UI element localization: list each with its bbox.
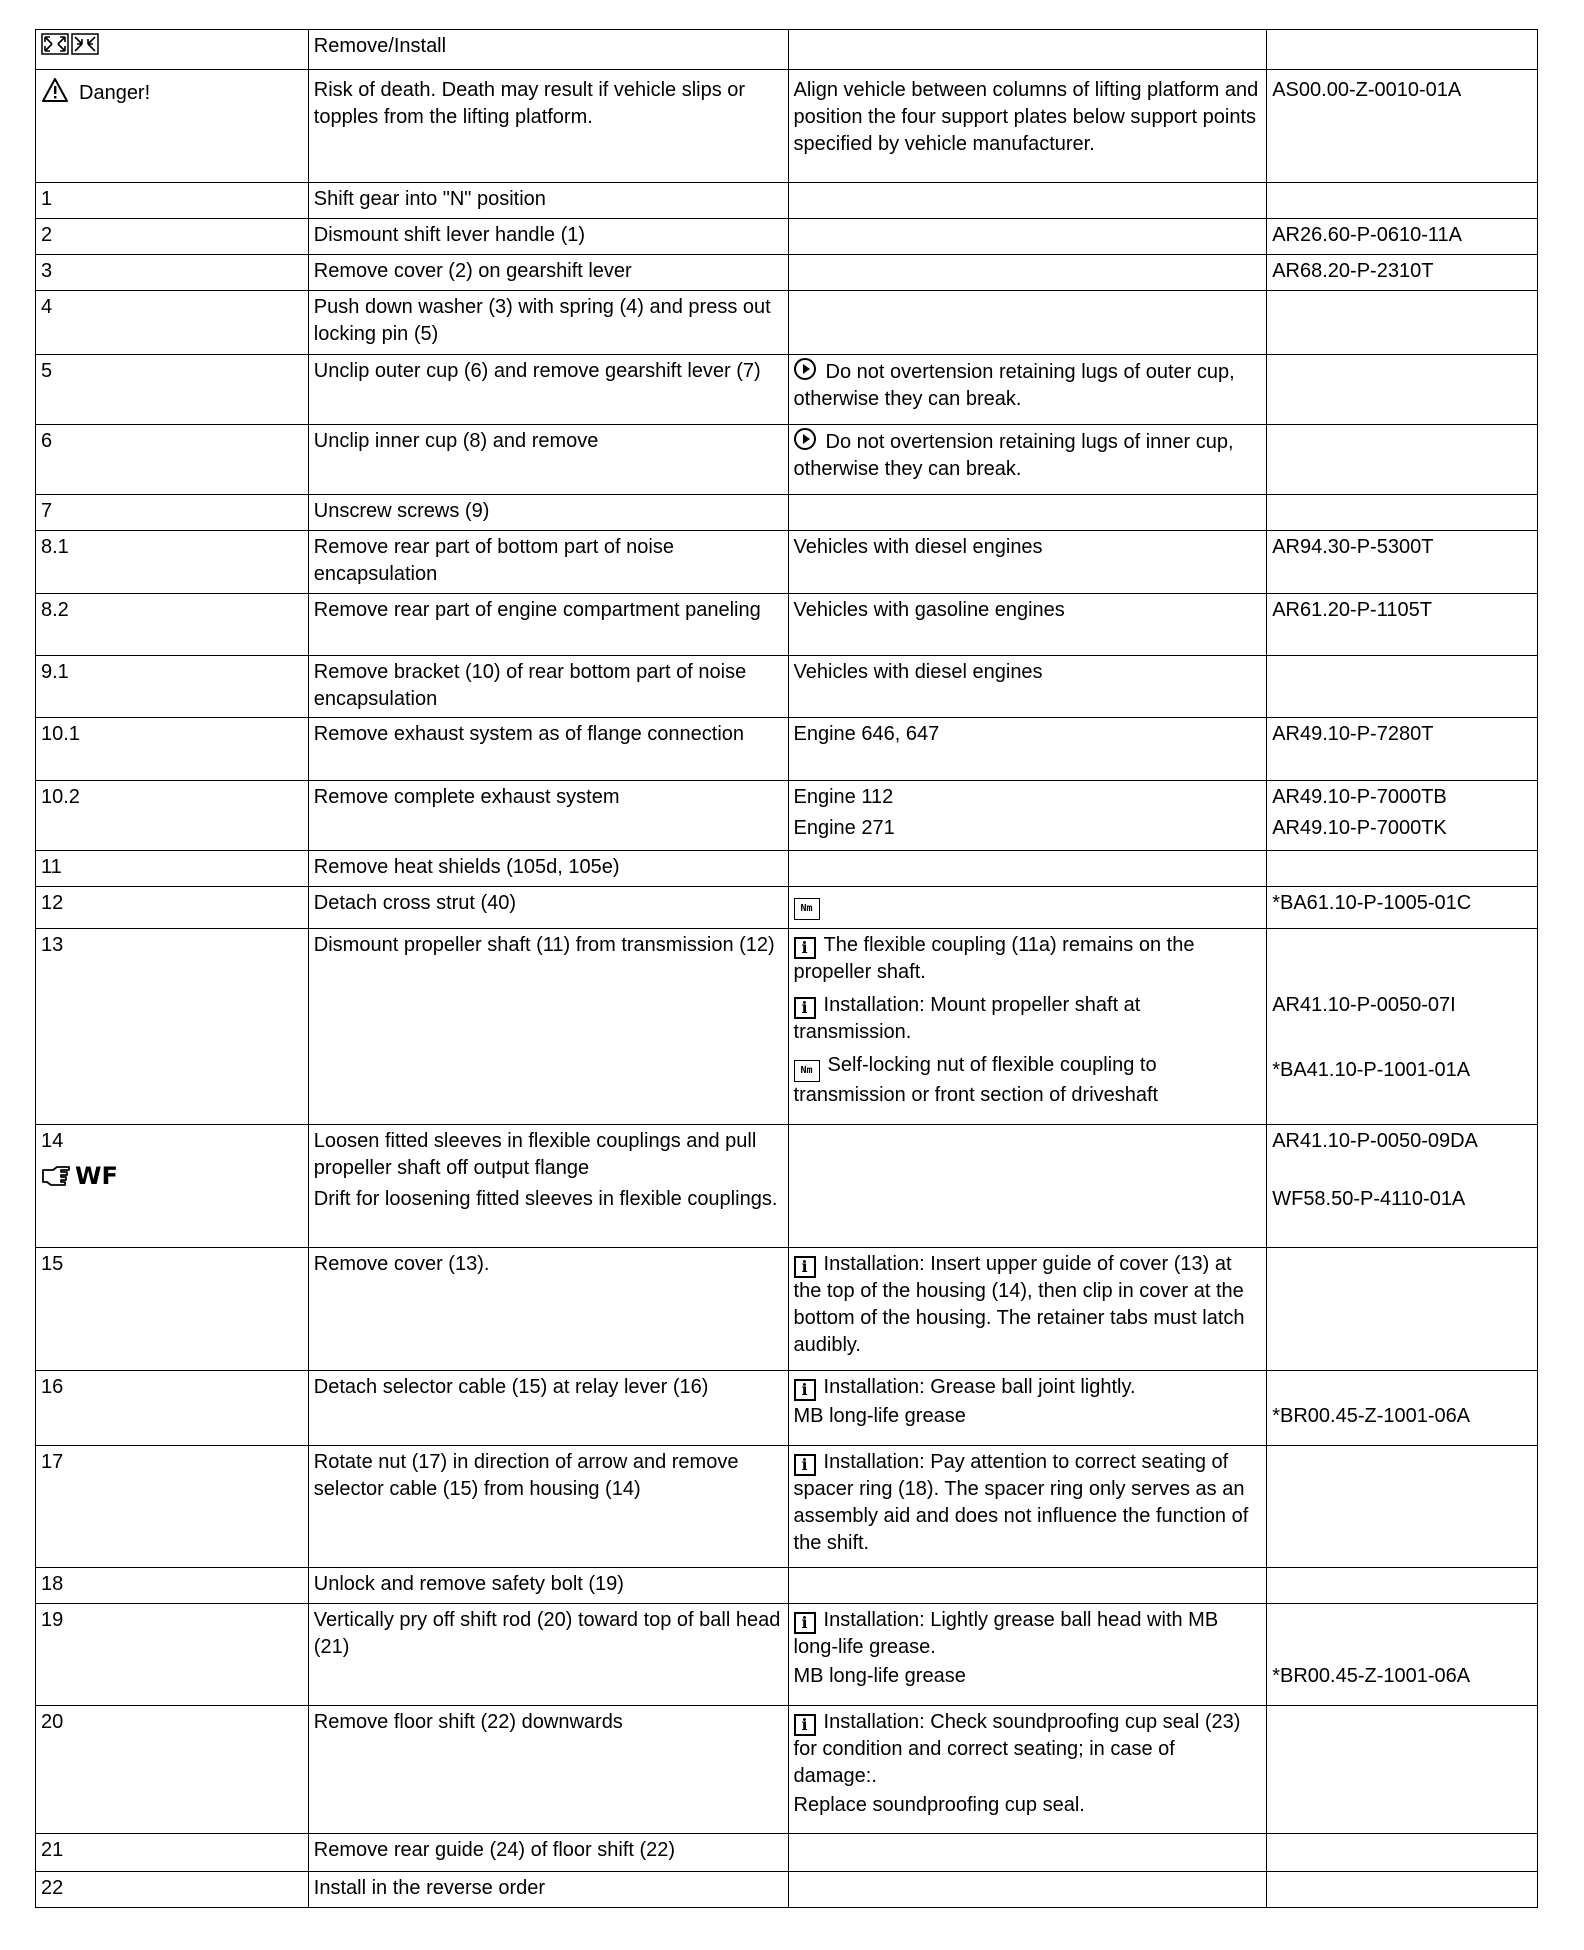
step-number: 8.1 xyxy=(36,531,309,594)
table-row xyxy=(36,355,1538,425)
torque-nm-icon: Nm xyxy=(794,898,820,920)
step-number: 20 xyxy=(36,1706,309,1834)
step-note: Engine 112 xyxy=(793,786,894,808)
table-row xyxy=(36,656,1538,718)
step-action: Rotate nut (17) in direction of arrow and remove selector cable (15) from housing (14) xyxy=(308,1446,788,1568)
step-ref[interactable]: *BA61.10-P-1005-01C xyxy=(1267,887,1538,929)
step-action: Push down washer (3) with spring (4) and press out locking pin (5) xyxy=(308,291,788,355)
step-ref[interactable]: AR41.10-P-0050-07I xyxy=(1272,994,1456,1016)
step-number: 21 xyxy=(36,1834,309,1872)
step-note: Do not overtension retaining lugs of inner cup, otherwise they can break. xyxy=(793,431,1234,480)
step-number: 17 xyxy=(36,1446,309,1568)
table-row xyxy=(36,1706,1538,1834)
step-number: 22 xyxy=(36,1872,309,1908)
step-action: Remove rear guide (24) of floor shift (22) xyxy=(308,1834,788,1872)
step-action: Unlock and remove safety bolt (19) xyxy=(308,1568,788,1604)
step-number: 16 xyxy=(36,1371,309,1446)
danger-ref[interactable]: AS00.00-Z-0010-01A xyxy=(1267,70,1538,183)
step-action: Unclip outer cup (6) and remove gearshift lever (7) xyxy=(308,355,788,425)
step-ref[interactable]: *BR00.45-Z-1001-06A xyxy=(1272,1405,1471,1427)
step-number: 5 xyxy=(36,355,309,425)
table-row xyxy=(36,851,1538,887)
step-ref[interactable]: AR61.20-P-1105T xyxy=(1267,594,1538,656)
step-ref[interactable]: *BA41.10-P-1001-01A xyxy=(1272,1059,1471,1081)
table-row xyxy=(36,718,1538,781)
table-row xyxy=(36,1248,1538,1371)
step-action: Vertically pry off shift rod (20) toward top of ball head (21) xyxy=(308,1604,788,1706)
step-note: The flexible coupling (11a) remains on the propeller shaft. xyxy=(793,934,1195,983)
step-note: Vehicles with diesel engines xyxy=(788,656,1267,718)
step-note: MB long-life grease xyxy=(793,1665,966,1687)
step-ref[interactable]: AR26.60-P-0610-11A xyxy=(1267,219,1538,255)
step-ref[interactable]: *BR00.45-Z-1001-06A xyxy=(1272,1665,1471,1687)
table-row xyxy=(36,183,1538,219)
table-row xyxy=(36,1125,1538,1248)
table-row xyxy=(36,70,1538,183)
step-action: Detach selector cable (15) at relay lever (16) xyxy=(308,1371,788,1446)
step-note: Engine 271 xyxy=(793,817,895,839)
step-action: Unclip inner cup (8) and remove xyxy=(308,425,788,495)
wf-label: WF xyxy=(75,1162,118,1190)
header-title: Remove/Install xyxy=(308,30,788,70)
table-row xyxy=(36,1872,1538,1908)
step-note: Do not overtension retaining lugs of outer cup, otherwise they can break. xyxy=(793,361,1235,410)
step-action: Dismount propeller shaft (11) from transmission (12) xyxy=(308,929,788,1125)
table-row xyxy=(36,1446,1538,1568)
step-action: Remove floor shift (22) downwards xyxy=(308,1706,788,1834)
step-action: Remove rear part of bottom part of noise encapsulation xyxy=(308,531,788,594)
info-icon: i xyxy=(794,937,816,959)
warning-triangle-icon xyxy=(41,77,69,111)
table-row xyxy=(36,30,1538,70)
step-action: Detach cross strut (40) xyxy=(308,887,788,929)
info-icon: i xyxy=(794,1714,816,1736)
table-row xyxy=(36,887,1538,929)
pointing-hand-icon xyxy=(41,1164,71,1192)
danger-text: Risk of death. Death may result if vehicle slips or topples from the lifting platform. xyxy=(308,70,788,183)
table-row xyxy=(36,219,1538,255)
step-number: 11 xyxy=(36,851,309,887)
step-number: 1 xyxy=(36,183,309,219)
info-icon: i xyxy=(794,1379,816,1401)
info-icon: i xyxy=(794,1612,816,1634)
step-ref[interactable]: AR94.30-P-5300T xyxy=(1267,531,1538,594)
step-action: Remove heat shields (105d, 105e) xyxy=(308,851,788,887)
step-number: 12 xyxy=(36,887,309,929)
step-action: Remove bracket (10) of rear bottom part of noise encapsulation xyxy=(308,656,788,718)
table-row xyxy=(36,291,1538,355)
step-ref[interactable]: AR49.10-P-7280T xyxy=(1267,718,1538,781)
step-number: 14 xyxy=(41,1130,64,1152)
expand-collapse-icon[interactable] xyxy=(41,33,99,63)
table-row xyxy=(36,1834,1538,1872)
step-number: 19 xyxy=(36,1604,309,1706)
info-icon: i xyxy=(794,1454,816,1476)
step-ref[interactable]: AR68.20-P-2310T xyxy=(1267,255,1538,291)
step-note: Self-locking nut of flexible coupling to transmission or front section of driveshaft xyxy=(793,1054,1159,1106)
torque-nm-icon: Nm xyxy=(794,1060,820,1082)
tool-description: Drift for loosening fitted sleeves in flexible couplings. xyxy=(313,1188,778,1210)
table-row xyxy=(36,495,1538,531)
step-number: 10.2 xyxy=(36,781,309,851)
step-note: Replace soundproofing cup seal. xyxy=(793,1794,1085,1816)
table-row xyxy=(36,781,1538,851)
step-action: Remove cover (13). xyxy=(308,1248,788,1371)
table-row xyxy=(36,255,1538,291)
step-action: Remove rear part of engine compartment paneling xyxy=(308,594,788,656)
step-action: Loosen fitted sleeves in flexible couplings and pull propeller shaft off output flange xyxy=(313,1130,757,1179)
table-row xyxy=(36,1371,1538,1446)
step-note: Installation: Lightly grease ball head with MB long-life grease. xyxy=(793,1609,1219,1658)
step-action: Dismount shift lever handle (1) xyxy=(308,219,788,255)
table-row xyxy=(36,929,1538,1125)
step-number: 3 xyxy=(36,255,309,291)
step-note: Installation: Check soundproofing cup seal (23) for condition and correct seating; in case of damage:. xyxy=(793,1711,1241,1787)
step-number: 8.2 xyxy=(36,594,309,656)
step-ref[interactable]: AR41.10-P-0050-09DA xyxy=(1272,1130,1478,1152)
step-note: Vehicles with diesel engines xyxy=(788,531,1267,594)
step-number: 10.1 xyxy=(36,718,309,781)
step-note: MB long-life grease xyxy=(793,1405,966,1427)
caution-icon xyxy=(794,428,816,450)
step-number: 13 xyxy=(36,929,309,1125)
step-number: 18 xyxy=(36,1568,309,1604)
step-action: Remove complete exhaust system xyxy=(308,781,788,851)
danger-label: Danger! xyxy=(79,82,151,104)
info-icon: i xyxy=(794,997,816,1019)
table-row xyxy=(36,1568,1538,1604)
info-icon: i xyxy=(794,1256,816,1278)
step-note: Installation: Mount propeller shaft at transmission. xyxy=(793,994,1141,1043)
step-note: Installation: Pay attention to correct seating of spacer ring (18). The spacer ring only serves as an assembly aid and does not influence the function of the shift. xyxy=(793,1451,1249,1554)
step-number: 9.1 xyxy=(36,656,309,718)
step-note: Vehicles with gasoline engines xyxy=(788,594,1267,656)
step-note: Installation: Insert upper guide of cover (13) at the top of the housing (14), then clip in cover at the bottom of the housing. The retainer tabs must latch audibly. xyxy=(793,1253,1245,1356)
step-note: Engine 646, 647 xyxy=(788,718,1267,781)
step-number: 6 xyxy=(36,425,309,495)
step-ref[interactable]: WF58.50-P-4110-01A xyxy=(1272,1188,1466,1210)
step-number: 7 xyxy=(36,495,309,531)
step-number: 4 xyxy=(36,291,309,355)
caution-icon xyxy=(794,358,816,380)
step-number: 15 xyxy=(36,1248,309,1371)
step-number: 2 xyxy=(36,219,309,255)
table-row xyxy=(36,531,1538,594)
danger-note: Align vehicle between columns of lifting platform and position the four support plates below support points specified by vehicle manufacturer. xyxy=(788,70,1267,183)
step-ref[interactable]: AR49.10-P-7000TB xyxy=(1272,786,1447,808)
step-action: Unscrew screws (9) xyxy=(308,495,788,531)
table-row xyxy=(36,594,1538,656)
procedure-table xyxy=(35,29,1538,1908)
step-action: Remove cover (2) on gearshift lever xyxy=(308,255,788,291)
step-action: Remove exhaust system as of flange connection xyxy=(308,718,788,781)
step-action: Install in the reverse order xyxy=(308,1872,788,1908)
step-ref[interactable]: AR49.10-P-7000TK xyxy=(1272,817,1447,839)
table-row xyxy=(36,425,1538,495)
table-row xyxy=(36,1604,1538,1706)
step-action: Shift gear into "N" position xyxy=(308,183,788,219)
step-note: Installation: Grease ball joint lightly. xyxy=(823,1376,1136,1398)
